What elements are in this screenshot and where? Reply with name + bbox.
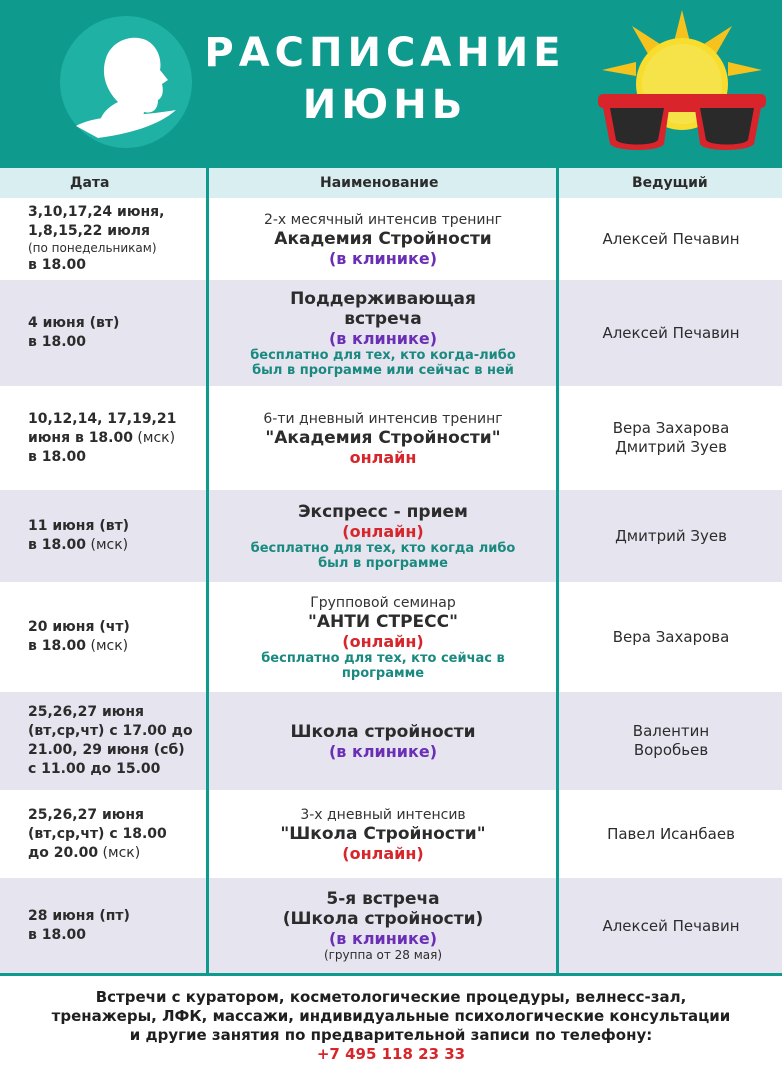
footer-note	[10, 988, 772, 1064]
event-format-tag: (онлайн)	[342, 631, 424, 651]
date-line: 20 июня (чт)	[28, 619, 130, 635]
event-note: бесплатно для тех, кто когда-либо	[250, 347, 516, 363]
date-line: (вт,ср,чт) с 18.00	[28, 825, 167, 842]
date-line: 10,12,14, 17,19,21	[28, 410, 177, 427]
column-header-date: Дата	[70, 175, 110, 191]
event-title: 5-я встреча	[326, 889, 440, 909]
row-event	[210, 692, 556, 790]
event-note: бесплатно для тех, кто когда либо	[250, 540, 516, 556]
date-line: 1,8,15,22 июля	[28, 223, 150, 239]
page-subtitle-month: ИЮНЬ	[302, 82, 468, 128]
event-format-tag: онлайн	[349, 447, 417, 467]
event-format-tag: (в клинике)	[328, 741, 438, 761]
event-title: встреча	[344, 308, 422, 329]
host-name: Алексей Печавин	[602, 916, 740, 935]
host-name: Алексей Печавин	[602, 229, 740, 248]
date-line: 3,10,17,24 июня,	[28, 204, 165, 220]
timezone-label: (мск)	[132, 429, 176, 446]
row-host	[560, 280, 782, 386]
row-event	[210, 280, 556, 386]
event-title: (Школа стройности)	[282, 909, 484, 929]
row-host	[560, 490, 782, 582]
row-host	[560, 198, 782, 280]
footer-line: тренажеры, ЛФК, массажи, индивидуальные психологические консультации	[51, 1007, 731, 1025]
table-bottom-divider	[0, 973, 782, 976]
sun-sunglasses-icon	[592, 6, 772, 164]
row-date	[28, 280, 204, 386]
row-host	[560, 692, 782, 790]
event-title: "Академия Стройности"	[265, 427, 501, 448]
row-event	[210, 198, 556, 280]
row-host	[560, 386, 782, 490]
table-row	[0, 280, 782, 386]
event-title: Академия Стройности	[274, 228, 492, 249]
date-line: 25,26,27 июня	[28, 704, 145, 720]
event-subtitle: Групповой семинар	[310, 594, 456, 611]
date-line	[28, 844, 204, 863]
date-line	[28, 429, 204, 448]
date-time: в 18.00	[28, 927, 87, 943]
table-row	[0, 386, 782, 490]
table-header	[0, 168, 782, 198]
event-title: Экспресс - прием	[298, 501, 468, 522]
footer-line: Встречи с куратором, косметологические процедуры, велнесс-зал,	[95, 988, 687, 1006]
table-row	[0, 790, 782, 878]
row-host	[560, 582, 782, 692]
date-text: в 18.00	[28, 638, 87, 654]
row-date	[28, 692, 204, 790]
phone-number[interactable]: +7 495 118 23 33	[316, 1045, 466, 1063]
date-text: до 20.00	[28, 844, 99, 861]
timezone-label: (мск)	[86, 537, 129, 553]
date-time: в 18.00	[28, 334, 87, 350]
row-date	[28, 490, 204, 582]
row-event	[210, 790, 556, 878]
host-name: Дмитрий Зуев	[615, 526, 727, 545]
event-subtitle: 6-ти дневный интенсив тренинг	[263, 410, 503, 427]
row-event	[210, 490, 556, 582]
date-line: с 11.00 до 15.00	[28, 761, 161, 777]
row-date	[28, 198, 204, 280]
event-format-tag: (онлайн)	[342, 521, 424, 541]
column-header-host: Ведущий	[632, 175, 708, 191]
event-title: "АНТИ СТРЕСС"	[308, 611, 458, 632]
date-note: (по понедельникам)	[28, 241, 157, 255]
date-line: (вт,ср,чт) с 17.00 до	[28, 723, 193, 739]
event-note: был в программе или сейчас в ней	[252, 362, 514, 378]
event-note: программе	[341, 665, 425, 681]
row-event	[210, 878, 556, 974]
date-line	[28, 637, 204, 656]
timezone-label: (мск)	[98, 844, 141, 861]
row-date	[28, 386, 204, 490]
event-format-tag: (в клинике)	[328, 328, 438, 348]
host-name: Павел Исанбаев	[607, 824, 735, 843]
head-profile-logo-icon	[58, 14, 194, 150]
event-format-tag: (в клинике)	[328, 929, 438, 948]
event-note: бесплатно для тех, кто сейчас в	[261, 650, 505, 666]
date-line: 4 июня (вт)	[28, 315, 120, 331]
row-event	[210, 386, 556, 490]
row-event	[210, 582, 556, 692]
table-row	[0, 692, 782, 790]
row-date	[28, 582, 204, 692]
table-row	[0, 582, 782, 692]
host-name: Алексей Печавин	[602, 323, 740, 342]
host-name: Вера Захарова	[612, 419, 730, 437]
event-title: "Школа Стройности"	[280, 823, 486, 844]
column-header-name: Наименование	[320, 175, 439, 191]
row-host	[560, 790, 782, 878]
date-time: в 18.00	[28, 448, 87, 465]
host-name: Воробьев	[633, 741, 709, 759]
date-time: в 18.00	[28, 257, 87, 273]
event-title: Школа стройности	[290, 721, 476, 742]
event-title: Поддерживающая	[290, 288, 476, 309]
table-row	[0, 490, 782, 582]
event-note: был в программе	[318, 555, 448, 571]
date-text: июня в 18.00	[28, 429, 133, 446]
date-line: 28 июня (пт)	[28, 908, 130, 924]
host-name: Валентин	[632, 722, 710, 740]
date-line: 11 июня (вт)	[28, 518, 130, 534]
page-title: РАСПИСАНИЕ	[204, 30, 566, 76]
event-note: (группа от 28 мая)	[323, 948, 443, 962]
column-divider	[556, 168, 559, 974]
event-format-tag: (в клинике)	[328, 248, 438, 268]
event-format-tag: (онлайн)	[342, 843, 424, 863]
row-date	[28, 878, 204, 974]
date-line: 25,26,27 июня	[28, 806, 145, 823]
host-name: Дмитрий Зуев	[615, 438, 727, 456]
date-line	[28, 536, 204, 555]
timezone-label: (мск)	[86, 638, 129, 654]
event-subtitle: 3-х дневный интенсив	[300, 806, 466, 823]
date-text: в 18.00	[28, 537, 87, 553]
event-subtitle: 2-х месячный интенсив тренинг	[263, 211, 503, 228]
page-header	[0, 0, 782, 168]
table-row	[0, 878, 782, 974]
row-date	[28, 790, 204, 878]
host-name: Вера Захарова	[612, 627, 730, 646]
row-host	[560, 878, 782, 974]
footer-line: и другие занятия по предварительной записи по телефону:	[129, 1026, 653, 1044]
date-line: 21.00, 29 июня (сб)	[28, 742, 185, 758]
table-row	[0, 198, 782, 280]
column-divider	[206, 168, 209, 974]
